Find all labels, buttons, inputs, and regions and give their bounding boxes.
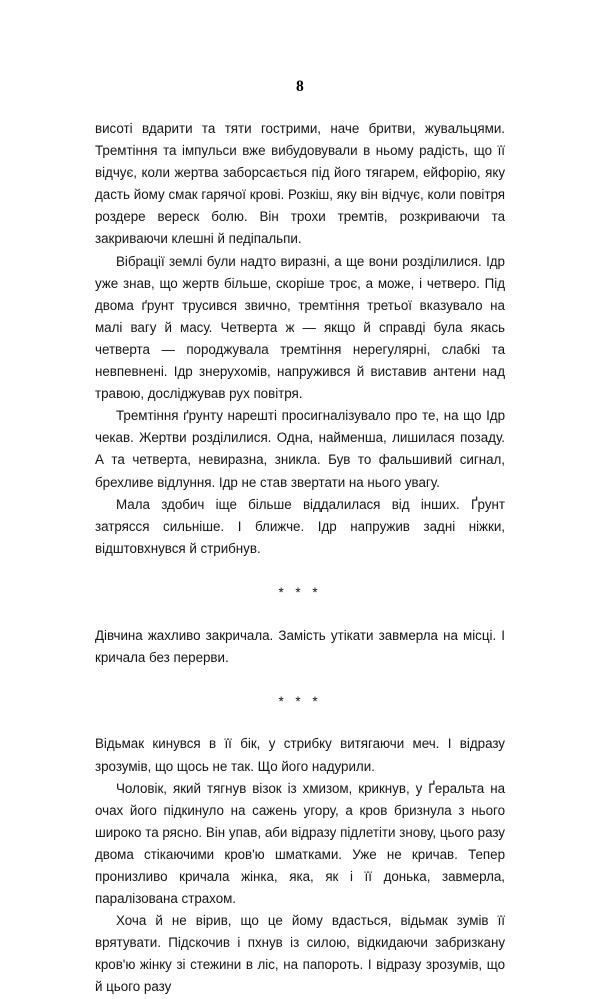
paragraph-6: Відьмак кинувся в її бік, у стрибку витягаючи меч. І відразу зрозумів, що щось не так. Що його надурили. xyxy=(95,736,505,774)
paragraph-8: Хоча й не вірив, що це йому вдасться, відьмак зумів її врятувати. Підскочив і пхнув із силою, відкидаючи забризкану кров'ю жінку зі стежини в ліс, на папороть. І відразу зрозумів, що й цього разу xyxy=(95,913,505,995)
paragraph-1: висоті вдарити та тяти гострими, наче бритви, жувальцями. Тремтіння та імпульси вже вибудовували в ньому радість, що її відчує, коли жертва заборсається під його тягарем, ейфорію, яку дасть йому смак гарячої крові. Розкіш, яку він відчує, коли повітря роздере вереск болю. Він трохи тремтів, розкриваючи та закриваючи клешні й педіпальпи. xyxy=(95,121,505,247)
spacer-before-separator-1 xyxy=(95,560,505,582)
spacer-after-separator-1 xyxy=(95,604,505,625)
paragraph-5: Дівчина жахливо закричала. Замість утікати завмерла на місці. І кричала без перерви. xyxy=(95,627,505,665)
scene-separator-2: * * * xyxy=(278,693,322,709)
body-text-column xyxy=(95,118,505,999)
paragraph-2: Вібрації землі були надто виразні, а ще вони розділилися. Ідр уже знав, що жертв більше, скоріше троє, а може, і четверо. Під двома ґрунт трусився звично, тремтіння третьої вказувало на малі вагу й масу. Четверта ж — якщо й справді була якась четверта — породжувала тремтіння нерегулярні, слабкі та невпевнені. Ідр знерухомів, напружився й виставив антени над травою, досліджував рух повітря. xyxy=(95,253,505,402)
paragraph-7: Чоловік, який тягнув візок із хмизом, крикнув, у Ґеральта на очах його підкинуло на сажень угору, а кров бризнула з нього широко та рясно. Він упав, аби відразу підлетіти знову, цього разу двома стікаючими кров'ю шматками. Уже не кричав. Тепер пронизливо кричала жінка, яка, як і її донька, завмерла, паралізована страхом. xyxy=(95,780,505,907)
paragraph-3: Тремтіння ґрунту нарешті просигналізувало про те, на що Ідр чекав. Жертви розділилися. Одна, найменша, лишилася позаду. А та четверта, невиразна, зникла. Був то фальшивий сигнал, брехливе відлуння. Ідр не став звертати на нього увагу. xyxy=(95,408,505,490)
spacer-after-separator-2 xyxy=(95,713,505,734)
page-number: 8 xyxy=(296,78,304,95)
spacer-before-separator-2 xyxy=(95,669,505,691)
paragraph-4: Мала здобич іще більше віддалилася від інших. Ґрунт затрясся сильніше. І ближче. Ідр напружив задні ніжки, відштовхнувся й стрибнув. xyxy=(95,496,505,556)
scene-separator-1: * * * xyxy=(278,584,322,600)
